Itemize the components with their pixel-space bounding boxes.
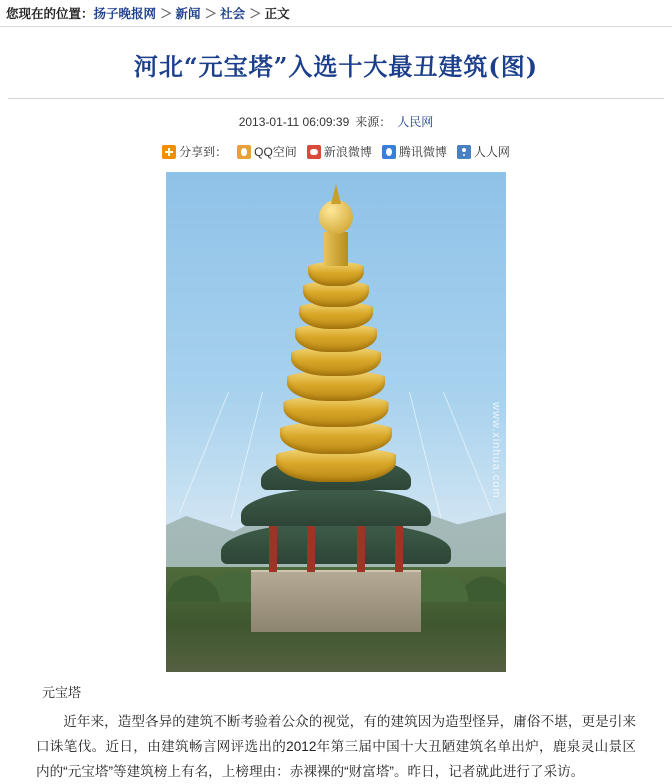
share-label-tencent-weibo: 腾讯微博 <box>398 145 447 159</box>
stone-base <box>251 570 421 632</box>
share-label-qzone: QQ空间 <box>254 145 297 159</box>
article-paragraph: 近年来，造型各异的建筑不断考验着公众的视觉，有的建筑因为造型怪异，庸俗不堪，更是引来口诛笔伐。近日，由建筑畅言网评选出的2012年第三届中国十大丑陋建筑名单出炉，鹿泉灵山景区内的“元宝塔”等建筑榜上有名，上榜理由：赤裸裸的“财富塔”。昨日，记者就此进行了采访。 <box>36 714 636 779</box>
temple-roof-middle <box>241 488 431 526</box>
share-plus-icon <box>162 145 176 159</box>
image-caption: 元宝塔 <box>42 685 82 700</box>
page-title: 河北“元宝塔”入选十大最丑建筑(图) <box>133 52 539 81</box>
source-name: 人民网 <box>397 115 434 129</box>
pagoda-stem <box>324 232 348 266</box>
breadcrumb-item-site[interactable]: 扬子晚报网 <box>93 7 157 21</box>
share-button-qzone[interactable] <box>237 143 297 160</box>
share-prefix <box>162 143 227 160</box>
pagoda-finial-orb <box>319 200 353 234</box>
article-figure <box>0 172 672 672</box>
tencent-weibo-icon <box>382 145 396 159</box>
image-watermark: www.xinhua.com <box>490 402 502 499</box>
qq-icon <box>237 145 251 159</box>
breadcrumb-separator: ＞ <box>249 7 262 21</box>
title-divider <box>8 98 664 99</box>
share-button-sina-weibo[interactable] <box>307 143 372 160</box>
breadcrumb-item-news[interactable]: 新闻 <box>175 7 201 21</box>
pagoda-photo <box>166 172 506 672</box>
guy-line-right <box>443 392 493 513</box>
share-bar <box>0 143 672 160</box>
renren-icon <box>457 145 471 159</box>
breadcrumb-label: 您现在的位置： <box>6 7 94 21</box>
share-label-sina-weibo: 新浪微博 <box>323 145 372 159</box>
article-meta <box>0 113 672 130</box>
breadcrumb-item-current: 正文 <box>264 7 290 21</box>
publish-date: 2013-01-11 06:09:39 <box>238 114 350 129</box>
share-button-renren[interactable] <box>457 143 510 160</box>
pagoda-spire <box>331 184 341 204</box>
breadcrumb-item-society[interactable]: 社会 <box>220 7 246 21</box>
share-button-tencent-weibo[interactable] <box>382 143 447 160</box>
source-label: 来源： <box>355 115 392 129</box>
breadcrumb-separator: ＞ <box>204 7 218 21</box>
guy-line-left <box>179 392 229 513</box>
sina-weibo-icon <box>307 145 321 159</box>
share-label-renren: 人人网 <box>473 145 510 159</box>
breadcrumb-separator: ＞ <box>160 7 173 21</box>
breadcrumb <box>0 0 672 27</box>
share-prefix-label: 分享到： <box>179 145 228 159</box>
temple-pillars <box>261 526 411 572</box>
